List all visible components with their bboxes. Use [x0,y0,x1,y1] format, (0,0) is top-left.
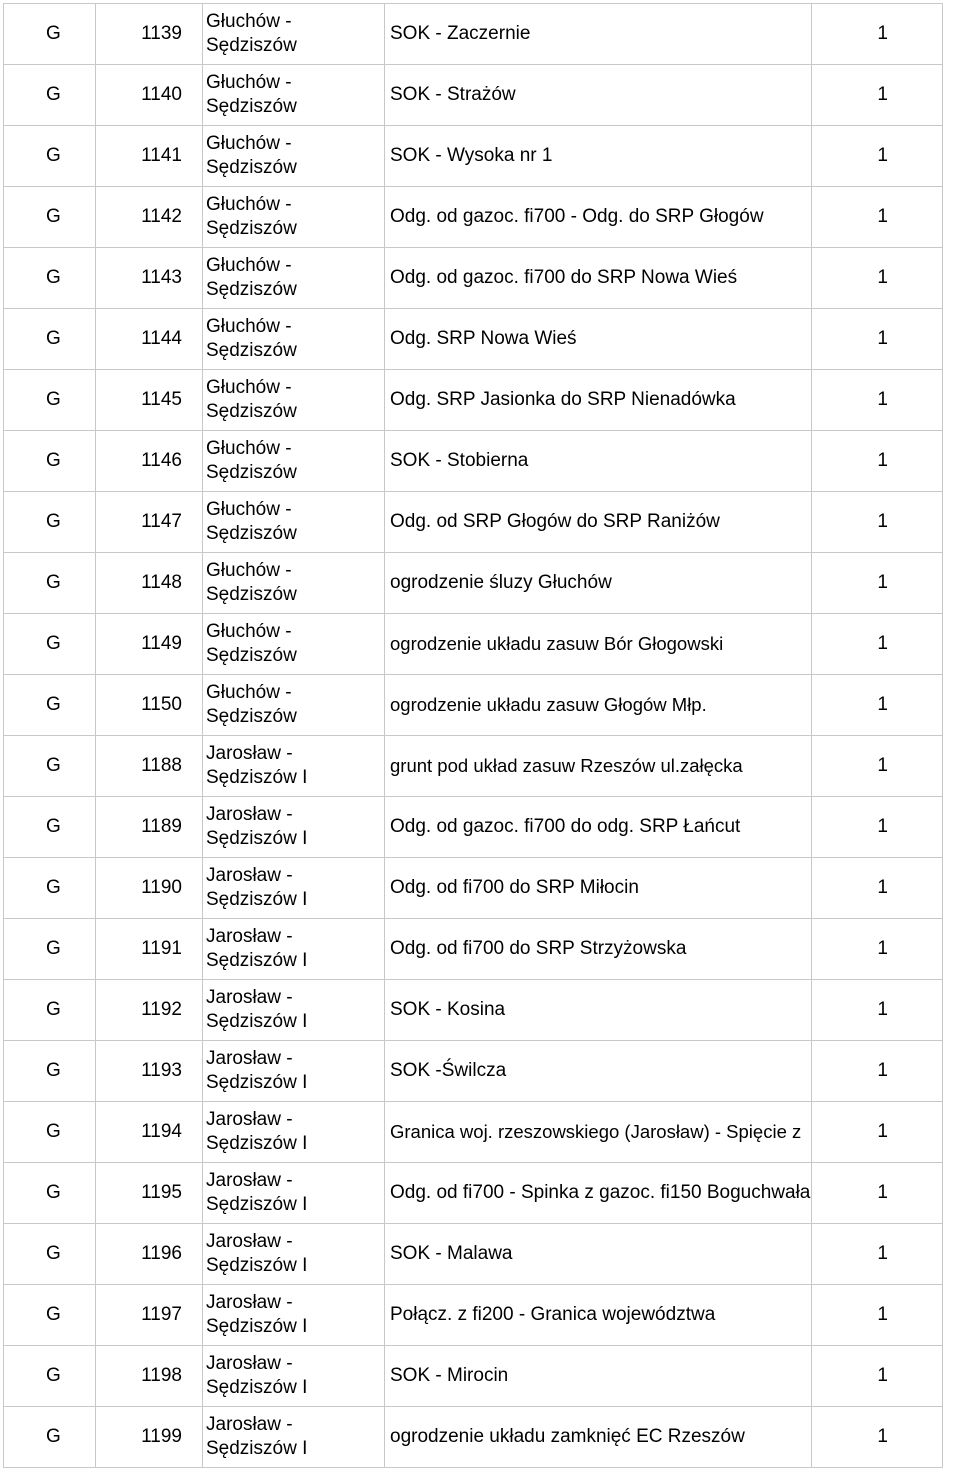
cell-number: 1197 [96,1285,203,1346]
cell-type: G [4,1346,96,1407]
route-line-2: Sędziszów [206,584,297,605]
cell-number: 1193 [96,1041,203,1102]
asset-table [3,3,943,1468]
table-row [4,980,943,1041]
cell-number: 1142 [96,187,203,248]
cell-description: Granica woj. rzeszowskiego (Jarosław) - Spięcie z [385,1102,812,1163]
cell-number: 1190 [96,858,203,919]
cell-type: G [4,1285,96,1346]
route-line-2: Sędziszów [206,340,297,361]
cell-quantity: 1 [812,431,943,492]
route-line-1: Jarosław - [206,1048,293,1069]
cell-number: 1143 [96,248,203,309]
cell-type: G [4,736,96,797]
cell-route [203,1041,385,1102]
route-line-2: Sędziszów I [206,1072,308,1093]
cell-number: 1146 [96,431,203,492]
cell-type: G [4,187,96,248]
cell-route [203,370,385,431]
route-line-1: Głuchów - [206,316,292,337]
table-row [4,431,943,492]
cell-quantity: 1 [812,614,943,675]
cell-route [203,675,385,736]
cell-quantity: 1 [812,126,943,187]
cell-description: SOK - Kosina [385,980,812,1041]
cell-number: 1148 [96,553,203,614]
cell-description: Odg. SRP Nowa Wieś [385,309,812,370]
table-row [4,614,943,675]
cell-type: G [4,370,96,431]
cell-type: G [4,1407,96,1468]
cell-type: G [4,65,96,126]
cell-quantity: 1 [812,4,943,65]
cell-quantity: 1 [812,675,943,736]
cell-route [203,614,385,675]
cell-number: 1199 [96,1407,203,1468]
cell-type: G [4,1041,96,1102]
cell-quantity: 1 [812,1346,943,1407]
route-line-2: Sędziszów I [206,828,308,849]
cell-quantity: 1 [812,187,943,248]
route-line-1: Jarosław - [206,1231,293,1252]
route-line-1: Głuchów - [206,72,292,93]
cell-route [203,65,385,126]
cell-type: G [4,248,96,309]
route-line-1: Jarosław - [206,743,293,764]
route-line-2: Sędziszów [206,401,297,422]
route-line-2: Sędziszów [206,645,297,666]
cell-number: 1141 [96,126,203,187]
route-line-2: Sędziszów [206,96,297,117]
route-line-1: Jarosław - [206,1109,293,1130]
cell-description: Połącz. z fi200 - Granica województwa [385,1285,812,1346]
route-line-1: Jarosław - [206,987,293,1008]
cell-number: 1150 [96,675,203,736]
route-line-2: Sędziszów [206,35,297,56]
cell-number: 1145 [96,370,203,431]
table-row [4,187,943,248]
cell-quantity: 1 [812,492,943,553]
table-row [4,1346,943,1407]
cell-quantity: 1 [812,1407,943,1468]
route-line-1: Jarosław - [206,1170,293,1191]
route-line-1: Głuchów - [206,682,292,703]
cell-number: 1192 [96,980,203,1041]
cell-route [203,187,385,248]
table-row [4,919,943,980]
cell-quantity: 1 [812,248,943,309]
cell-type: G [4,431,96,492]
cell-type: G [4,126,96,187]
route-line-2: Sędziszów [206,523,297,544]
route-line-1: Głuchów - [206,255,292,276]
cell-quantity: 1 [812,1285,943,1346]
cell-type: G [4,492,96,553]
cell-route [203,1102,385,1163]
table-row [4,797,943,858]
cell-route [203,919,385,980]
cell-quantity: 1 [812,858,943,919]
cell-quantity: 1 [812,309,943,370]
route-line-2: Sędziszów I [206,767,308,788]
cell-quantity: 1 [812,1224,943,1285]
cell-route [203,1285,385,1346]
cell-description: Odg. od fi700 do SRP Miłocin [385,858,812,919]
cell-description: SOK - Strażów [385,65,812,126]
cell-description: SOK - Stobierna [385,431,812,492]
route-line-2: Sędziszów [206,462,297,483]
cell-description: Odg. od fi700 - Spinka z gazoc. fi150 Boguchwała [385,1163,812,1224]
route-line-2: Sędziszów [206,706,297,727]
route-line-1: Jarosław - [206,1353,293,1374]
cell-route [203,309,385,370]
route-line-2: Sędziszów I [206,889,308,910]
cell-type: G [4,1102,96,1163]
route-line-1: Jarosław - [206,1292,293,1313]
cell-description: SOK - Malawa [385,1224,812,1285]
cell-type: G [4,919,96,980]
table-row [4,1163,943,1224]
cell-number: 1147 [96,492,203,553]
table-row [4,492,943,553]
route-line-1: Głuchów - [206,438,292,459]
cell-type: G [4,614,96,675]
table-row [4,370,943,431]
cell-route [203,248,385,309]
table-row [4,126,943,187]
cell-description: ogrodzenie układu zasuw Głogów Młp. [385,675,812,736]
cell-number: 1198 [96,1346,203,1407]
route-line-1: Głuchów - [206,11,292,32]
cell-quantity: 1 [812,370,943,431]
cell-route [203,126,385,187]
cell-description: grunt pod układ zasuw Rzeszów ul.załęcka [385,736,812,797]
route-line-1: Głuchów - [206,133,292,154]
route-line-2: Sędziszów I [206,1011,308,1032]
table-row [4,1285,943,1346]
cell-description: Odg. SRP Jasionka do SRP Nienadówka [385,370,812,431]
cell-quantity: 1 [812,1041,943,1102]
route-line-2: Sędziszów I [206,1377,308,1398]
route-line-2: Sędziszów [206,279,297,300]
cell-type: G [4,1224,96,1285]
cell-quantity: 1 [812,919,943,980]
table-row [4,309,943,370]
route-line-2: Sędziszów I [206,1255,308,1276]
cell-route [203,980,385,1041]
table-row [4,858,943,919]
cell-route [203,1224,385,1285]
cell-route [203,431,385,492]
table-row [4,248,943,309]
route-line-2: Sędziszów I [206,1438,308,1459]
cell-type: G [4,858,96,919]
cell-description: Odg. od gazoc. fi700 do odg. SRP Łańcut [385,797,812,858]
route-line-2: Sędziszów [206,218,297,239]
cell-number: 1195 [96,1163,203,1224]
table-row [4,4,943,65]
cell-route [203,492,385,553]
route-line-2: Sędziszów I [206,1194,308,1215]
route-line-1: Głuchów - [206,560,292,581]
cell-description: Odg. od SRP Głogów do SRP Raniżów [385,492,812,553]
route-line-1: Jarosław - [206,804,293,825]
cell-type: G [4,797,96,858]
cell-route [203,797,385,858]
cell-quantity: 1 [812,553,943,614]
cell-description: SOK - Zaczernie [385,4,812,65]
table-row [4,1041,943,1102]
cell-quantity: 1 [812,797,943,858]
cell-type: G [4,309,96,370]
cell-description: Odg. od gazoc. fi700 - Odg. do SRP Głogów [385,187,812,248]
cell-description: SOK -Świlcza [385,1041,812,1102]
cell-quantity: 1 [812,1163,943,1224]
cell-route [203,4,385,65]
cell-route [203,858,385,919]
cell-number: 1149 [96,614,203,675]
cell-description: ogrodzenie układu zasuw Bór Głogowski [385,614,812,675]
table-row [4,1224,943,1285]
cell-route [203,553,385,614]
table-row [4,675,943,736]
table-row [4,1407,943,1468]
route-line-1: Głuchów - [206,194,292,215]
cell-number: 1196 [96,1224,203,1285]
route-line-1: Jarosław - [206,865,293,886]
route-line-2: Sędziszów I [206,950,308,971]
cell-quantity: 1 [812,65,943,126]
cell-description: SOK - Mirocin [385,1346,812,1407]
route-line-1: Głuchów - [206,499,292,520]
cell-route [203,736,385,797]
cell-number: 1144 [96,309,203,370]
cell-quantity: 1 [812,736,943,797]
cell-quantity: 1 [812,1102,943,1163]
route-line-1: Głuchów - [206,621,292,642]
table-row [4,65,943,126]
cell-type: G [4,980,96,1041]
route-line-2: Sędziszów [206,157,297,178]
route-line-2: Sędziszów I [206,1133,308,1154]
cell-number: 1188 [96,736,203,797]
cell-description: Odg. od fi700 do SRP Strzyżowska [385,919,812,980]
cell-route [203,1346,385,1407]
cell-route [203,1407,385,1468]
cell-type: G [4,675,96,736]
cell-number: 1189 [96,797,203,858]
table-body [4,4,943,1468]
cell-type: G [4,4,96,65]
table-row [4,736,943,797]
cell-quantity: 1 [812,980,943,1041]
route-line-2: Sędziszów I [206,1316,308,1337]
cell-route [203,1163,385,1224]
table-row [4,553,943,614]
route-line-1: Głuchów - [206,377,292,398]
cell-number: 1194 [96,1102,203,1163]
cell-description: Odg. od gazoc. fi700 do SRP Nowa Wieś [385,248,812,309]
cell-type: G [4,553,96,614]
cell-type: G [4,1163,96,1224]
cell-number: 1139 [96,4,203,65]
route-line-1: Jarosław - [206,1414,293,1435]
cell-description: ogrodzenie układu zamknięć EC Rzeszów [385,1407,812,1468]
table-row [4,1102,943,1163]
cell-description: ogrodzenie śluzy Głuchów [385,553,812,614]
route-line-1: Jarosław - [206,926,293,947]
cell-number: 1140 [96,65,203,126]
cell-number: 1191 [96,919,203,980]
cell-description: SOK - Wysoka nr 1 [385,126,812,187]
